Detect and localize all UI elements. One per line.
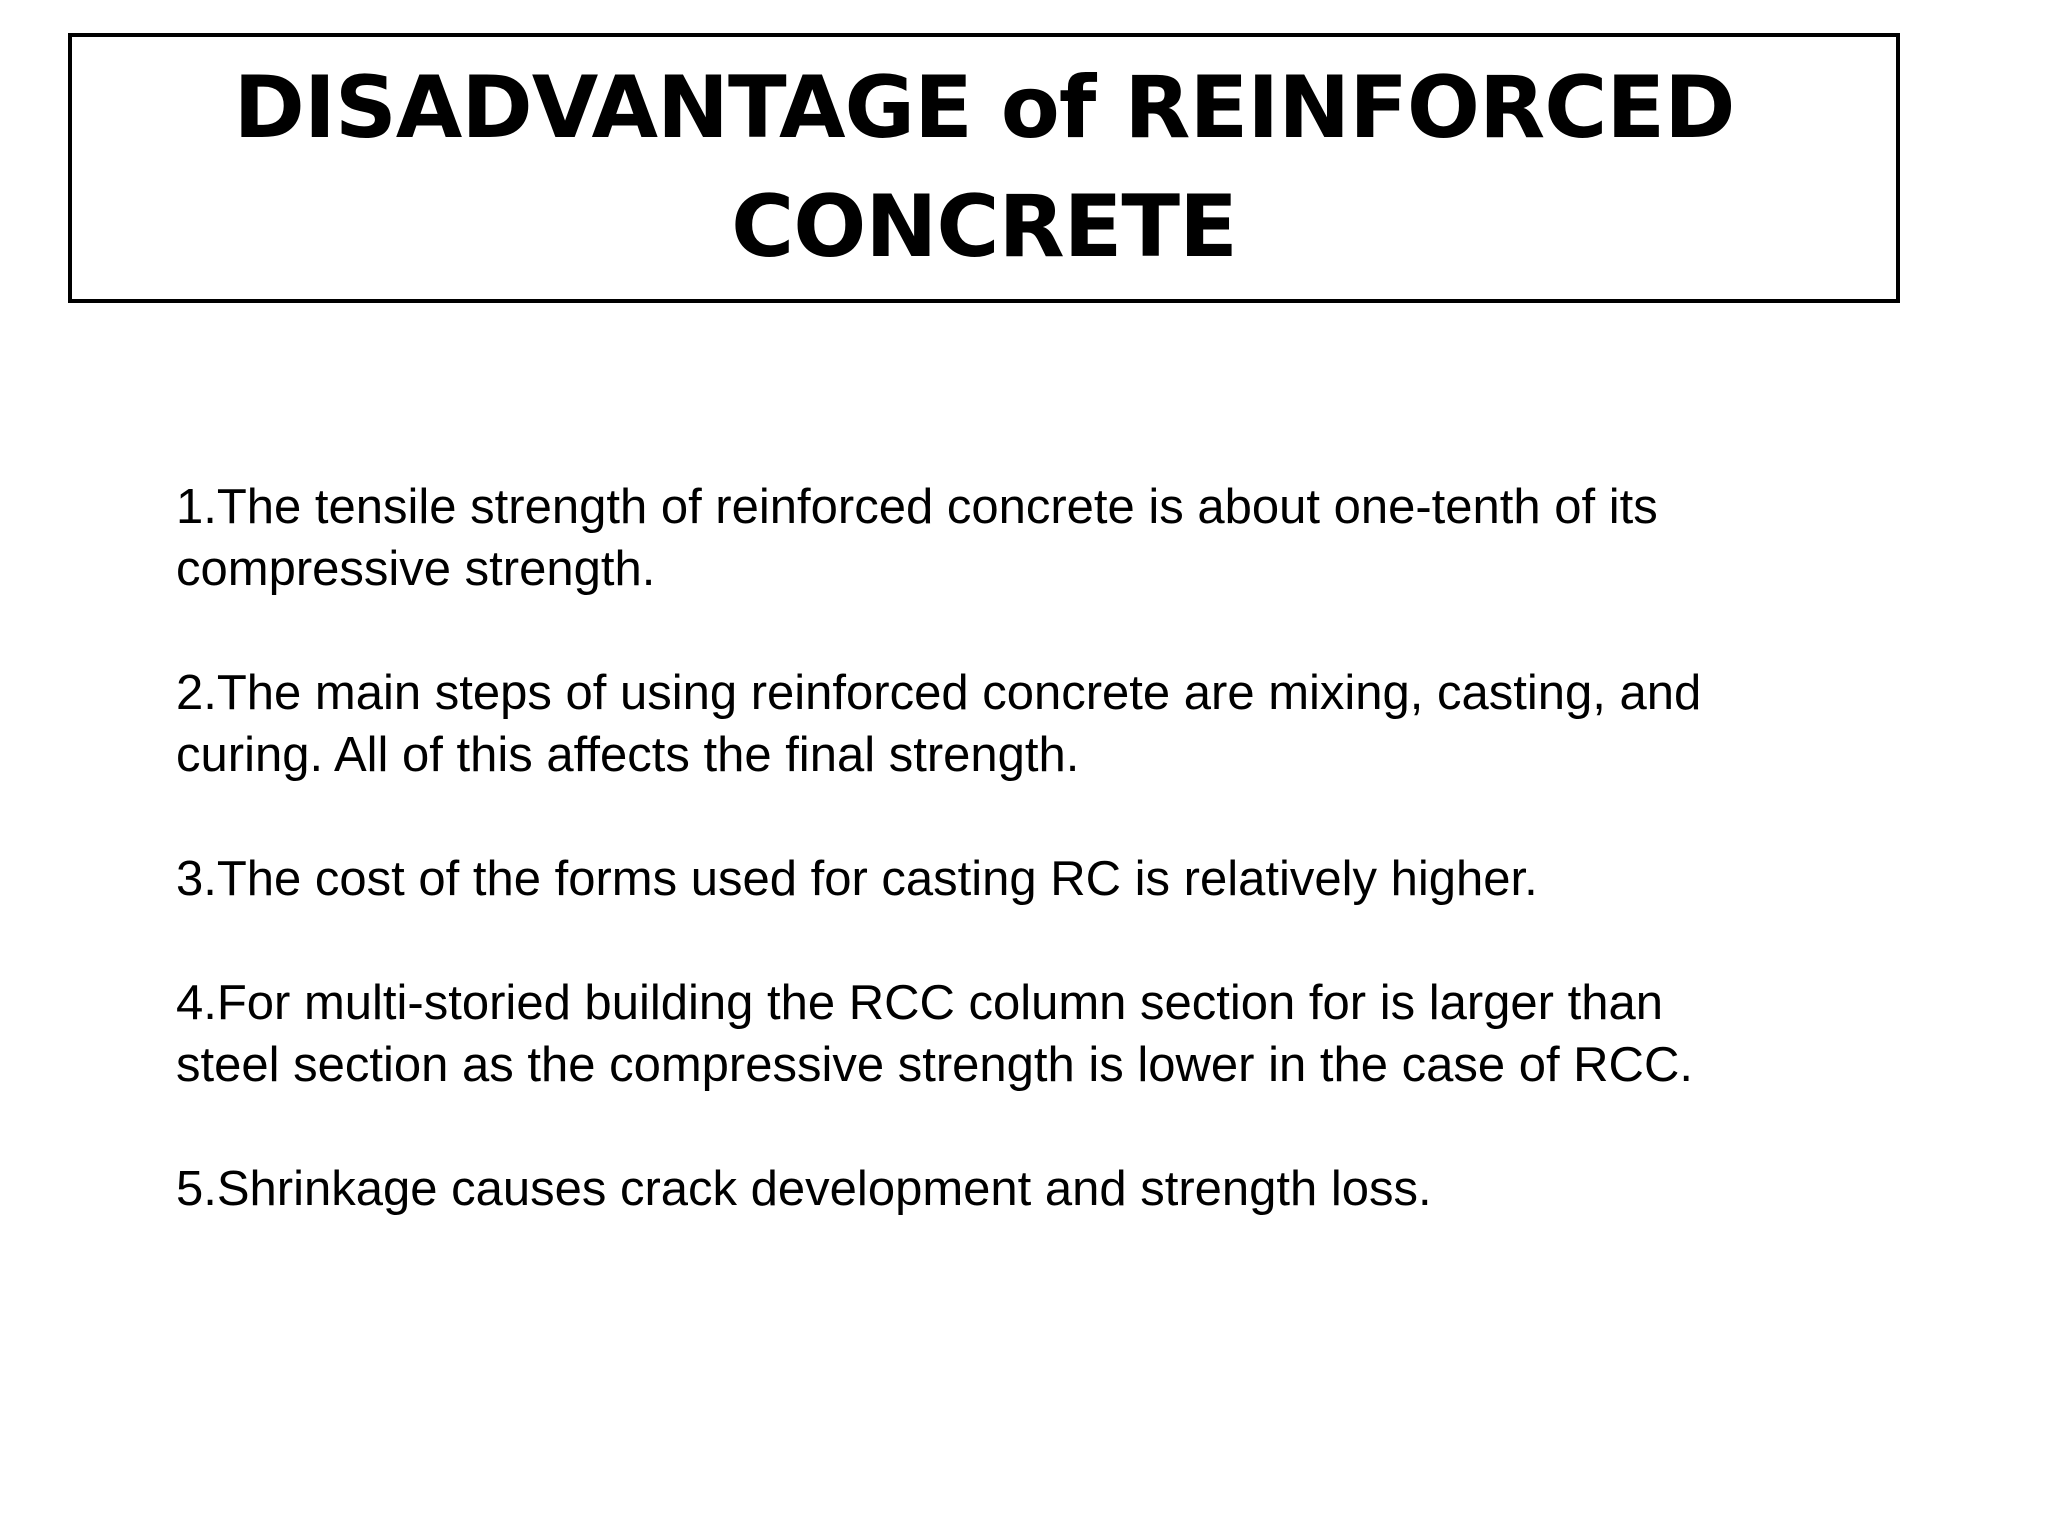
disadvantage-item-2 bbox=[176, 662, 1876, 786]
disadvantage-item-4 bbox=[176, 972, 1876, 1096]
disadvantage-item-3-line-1: 3.The cost of the forms used for casting RC is relatively higher. bbox=[176, 852, 1538, 906]
disadvantage-item-2-line-1: 2.The main steps of using reinforced concrete are mixing, casting, and bbox=[176, 666, 1702, 720]
disadvantage-item-5 bbox=[176, 1158, 1876, 1220]
disadvantage-item-3 bbox=[176, 848, 1876, 910]
disadvantage-item-2-line-2: curing. All of this affects the final strength. bbox=[176, 728, 1080, 782]
slide-title-line-2: CONCRETE bbox=[731, 177, 1237, 277]
disadvantage-item-1-line-1: 1.The tensile strength of reinforced concrete is about one-tenth of its bbox=[176, 480, 1658, 534]
disadvantage-item-4-line-2: steel section as the compressive strength is lower in the case of RCC. bbox=[176, 1038, 1693, 1092]
title-box bbox=[68, 33, 1900, 303]
disadvantage-item-1-line-2: compressive strength. bbox=[176, 542, 656, 596]
disadvantage-list bbox=[176, 476, 1876, 1282]
disadvantage-item-4-line-1: 4.For multi-storied building the RCC column section for is larger than bbox=[176, 976, 1663, 1030]
disadvantage-item-5-line-1: 5.Shrinkage causes crack development and strength loss. bbox=[176, 1162, 1432, 1216]
disadvantage-item-1 bbox=[176, 476, 1876, 600]
slide-title bbox=[72, 49, 1896, 287]
slide-title-line-1: DISADVANTAGE of REINFORCED bbox=[233, 58, 1735, 158]
